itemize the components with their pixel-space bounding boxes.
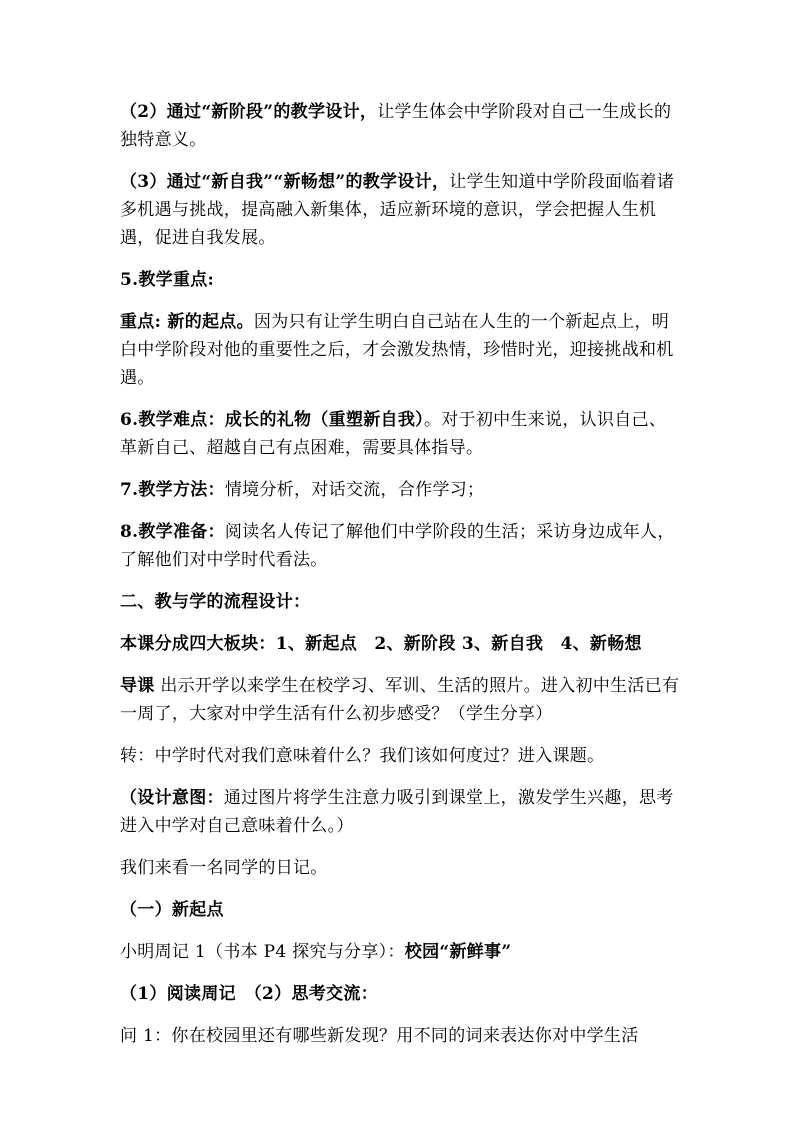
intro-paragraph bbox=[120, 672, 680, 728]
four-modules-line: 本课分成四大板块：1、新起点 2、新阶段 3、新自我 4、新畅想 bbox=[120, 634, 642, 654]
difficulty-heading: 6.教学难点：成长的礼物（重塑新自我） bbox=[120, 410, 424, 430]
objective-2-heading: （2）通过“新阶段”的教学设计， bbox=[120, 102, 378, 122]
method-text: 情境分析，对话交流，合作学习； bbox=[224, 480, 485, 500]
key-point-text: 因为只有让学生明白自己站在人生的一个新起点上，明白中学阶段对他的重要性之后，才会激发热情，珍惜时光，迎接挑战和机遇。 bbox=[120, 312, 674, 388]
method-heading: 7.教学方法： bbox=[120, 480, 225, 500]
objective-2-text: 让学生体会中学阶段对自己一生成长的独特意义。 bbox=[120, 102, 672, 150]
preparation-paragraph bbox=[120, 518, 680, 574]
design-intent-paragraph bbox=[120, 784, 680, 840]
design-intent-heading: （设计意图： bbox=[120, 788, 224, 808]
difficulty-paragraph bbox=[120, 406, 680, 462]
diary-1-title: 校园“新鲜事” bbox=[404, 942, 512, 962]
objective-3-heading: （3）通过“新自我”“新畅想”的教学设计， bbox=[120, 172, 450, 192]
design-intent-text: 通过图片将学生注意力吸引到课堂上，激发学生兴趣，思考进入中学对自己意味着什么。） bbox=[120, 788, 674, 836]
diary-1-text: 小明周记 1（书本 P4 探究与分享）： bbox=[120, 942, 405, 962]
section-new-start-heading: （一）新起点 bbox=[120, 900, 224, 920]
key-points-heading: 5.教学重点: bbox=[120, 270, 215, 290]
objective-2-paragraph bbox=[120, 98, 680, 154]
key-point-label: 重点: 新的起点。 bbox=[120, 312, 254, 332]
preparation-text: 阅读名人传记了解他们中学阶段的生活；采访身边成年人，了解他们对中学时代看法。 bbox=[120, 522, 675, 570]
document-page bbox=[120, 98, 680, 1064]
transition-paragraph: 转：中学时代对我们意味着什么？我们该如何度过？进入课题。 bbox=[120, 746, 605, 766]
process-design-heading: 二、教与学的流程设计： bbox=[120, 592, 311, 612]
question-1-paragraph: 问 1：你在校园里还有哪些新发现？用不同的词来表达你对中学生活 bbox=[120, 1026, 639, 1046]
difficulty-text: 。对于初中生来说，认识自己、革新自己、超越自己有点困难，需要具体指导。 bbox=[120, 410, 667, 458]
reading-steps-heading: （1）阅读周记 （2）思考交流： bbox=[120, 984, 378, 1004]
diary-intro-paragraph: 我们来看一名同学的日记。 bbox=[120, 858, 328, 878]
diary-1-paragraph bbox=[120, 938, 680, 966]
key-point-paragraph bbox=[120, 308, 680, 392]
objective-3-text: 让学生知道中学阶段面临着诸多机遇与挑战，提高融入新集体，适应新环境的意识，学会把握人生机遇，促进自我发展。 bbox=[120, 172, 675, 248]
intro-text: 出示开学以来学生在校学习、军训、生活的照片。进入初中生活已有一周了，大家对中学生活有什么初步感受？（学生分享） bbox=[120, 676, 680, 724]
preparation-heading: 8.教学准备： bbox=[120, 522, 225, 542]
objective-3-paragraph bbox=[120, 168, 680, 252]
method-paragraph bbox=[120, 476, 680, 504]
intro-heading: 导课 bbox=[120, 676, 155, 696]
